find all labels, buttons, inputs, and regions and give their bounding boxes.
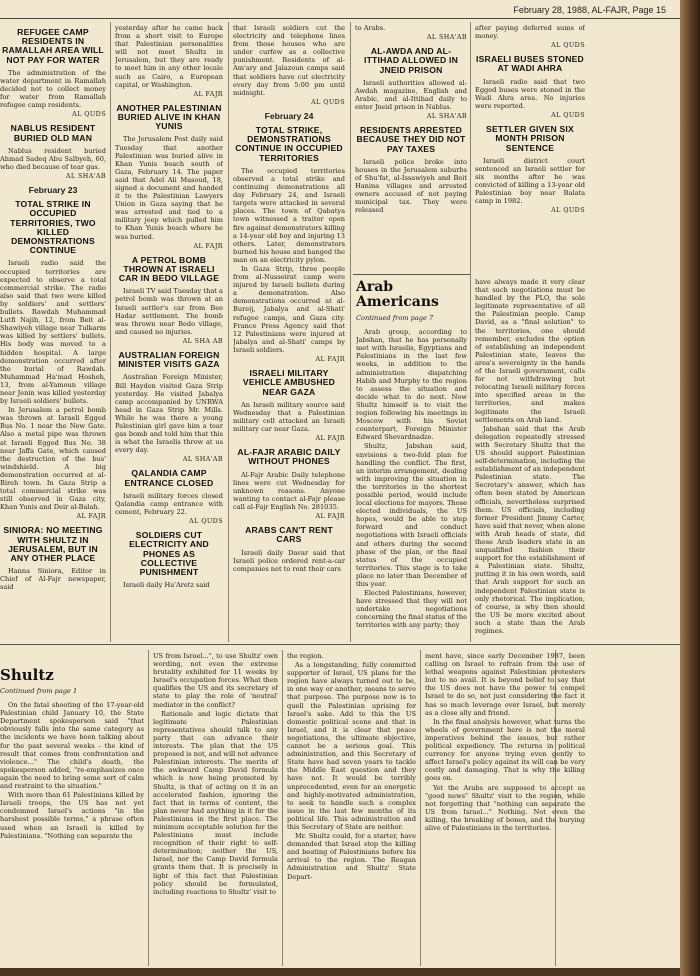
article-text: Mr. Shultz could, for a starter, have demanded that Israel stop the killing and beating of Palestinians before his arrival to the region. The Reagan Administration and Shultz' State Depart- — [287, 832, 416, 881]
article-text: An Israeli military source said Wednesday that a Palestinian military cell attacked an Israeli military car near Gaza. — [233, 400, 345, 433]
article-text: the region. — [287, 652, 324, 660]
column-rule — [110, 22, 111, 642]
section-rule — [0, 644, 680, 645]
article-text: yesterday after he came back from a short visit to Europe that Palestinian personalities will not meet Shultz in Jerusalem, but they are ready to meet him in any other locale such as Cairo, a European capital, or Washington. — [115, 24, 223, 89]
source-credit: AL FAJR — [315, 434, 345, 443]
article-text: Israeli radio said the occupied territories are expected to observe a total commercial strike. The radio also said that two were killed by soldiers' and settlers' bullets. Rawdah Muhammad Lutfi Najib, 12, from Beit al-Shawiyeh village near Tulkarm was killed by settlers' bullets. His body was moved to a hidden hospital. A large demonstration occurred after the burial of Rawdah. Muhammad Ha'mad Hosheh, 13, from al-Yamoun village near Jenin was killed yesterday by Israeli soldiers' bullets. — [0, 259, 106, 406]
article-text: Israeli TV said Tuesday that a petrol bomb was thrown at an Israeli settler's car from Bee Hadar settlement. The bomb was thrown near Bedo village, and caused no injuries. — [115, 287, 223, 336]
headline-al-awda: AL-AWDA AND AL-ITTIHAD ALLOWED IN JNEID PRISON — [364, 46, 458, 75]
page-header: February 28, 1988, AL-FAJR, Page 15 — [513, 5, 666, 15]
shultz-column-3 — [287, 652, 416, 966]
article-text: The Jerusalem Post daily said Tuesday that another Palestinian was buried alive in Khan Yunis beach south of Gaza, February 14. The paper said that Adel Ali Masoud, 18, signed a document and handed it to the Palestinian Lawyers Union in Gaza saying that he was arrested and tied to a military jeep which pulled him to Khan Yunis beach where he was buried. — [115, 135, 223, 241]
arab-americans-article — [356, 280, 467, 642]
headline-electricity: SOLDIERS CUT ELECTRICITY AND PHONES AS COLLECTIVE PUNISHMENT — [129, 530, 209, 578]
article-text: Rationale and logic dictate that legitimate Palestinian representatives should talk to any party that can advance their interests. The plan that the US proposed is not, and will not advance Palestinian interests. The merits of the awkward Camp David formula which is now being promoted by Shultz, is that of acting on it in an accelerated fashion, ignoring the fact that in terms of content, the plan never had anything in it for the Palestinians in the first place. The minimum acceptable solution for the Palestinians must include recognition of their right to self-determination; neither the US, Israel, nor the Camp David formula grants them that. It is precisely in light of this fact that Palestinian policy should be formulated, including reactions to Shultz' visit to — [153, 709, 278, 896]
article-text: Hanna Siniora, Editor in Chief of Al-Fajr newspaper, said — [0, 567, 106, 592]
headline-total-strike: TOTAL STRIKE IN OCCUPIED TERRITORIES, TWO KILLED DEMONSTRATIONS CONTINUE — [10, 199, 96, 256]
article-text: US from Israel...", to use Shultz' own wording, not even the extreme brutality exhibited for 11 weeks by Israel's occupation forces. What then qualifies the US and its secretary of state to play the role of 'neutral' mediator in the conflict? — [153, 652, 278, 709]
article-text: As a longstanding, fully committed supporter of Israel, US plans for the region have always turned out to be, in one way or another, means to serve that purpose. The purpose now is to quell the Palestinian uprising for Israel's sake. Add to this the US domestic political scene and that in Israel, and it is clear that peace negotiations, the ultimate objective, cannot be a serious goal. This administration, and this Secretary of State have had seven years to tackle the Middle East question and they have not. It would be terribly unprecedented, even for an energetic and highly-motivated administration, to seek to handle such a complex issue in the last few months of its political life. This administration and this Secretary of State are neither. — [287, 661, 416, 831]
headline-military-vehicle: ISRAELI MILITARY VEHICLE AMBUSHED NEAR GAZA — [242, 368, 336, 397]
column-2 — [115, 24, 223, 642]
article-text: The occupied territories observed a total strike and continuing demonstrations all day February 24, and Israeli targets were attacked in several places. The town of Qabatya town witnessed a traitor open fire against demonstrators killing a 14-year old boy and injuring 13 others. Later, demonstrators burned his house and hanged the man on an electricity pylon. — [233, 166, 345, 264]
article-text: Arab group, according to Jabshan, that he has personally met with Israelis, Egyptians and Palestinians in the last few weeks, in addition to the administration dispatching Habib and Murphy to the region to assess the situation and decide what to do next. Now Shultz himself is to visit the region following his meetings in Moscow with his Soviet counterpart, Foreign Minister Edward Shevardnadze. — [356, 328, 467, 442]
article-text: Yet the Arabs are supposed to accept as "good news" Shultz' visit to the region, while not forgetting that "nothing can separate the US from Israel..." Nothing. Not even the killing, the breaking of bones, and the burying alive of Palestinians in the territories. — [425, 783, 585, 832]
headline-qalandia: QALANDIA CAMP ENTRANCE CLOSED — [124, 468, 214, 488]
article-text: With more than 61 Palestinians killed by Israeli troops, the US has not yet condemned Israel's actions "in the harshest possible terms," a phrase often used when an Israeli is killed by Palestinians. "Nothing can separate the — [0, 791, 144, 840]
source-credit: AL QUDS — [551, 111, 585, 120]
headline-australian-minister: AUSTRALIAN FOREIGN MINISTER VISITS GAZA — [118, 350, 220, 370]
article-text: Israeli daily Ha'Aretz said — [123, 581, 210, 590]
headline-nablus-resident: NABLUS RESIDENT BURIED OLD MAN — [10, 123, 96, 143]
dateline: February 23 — [28, 185, 78, 196]
column-1 — [0, 24, 106, 642]
article-text: In Gaza Strip, three people from al-Nusseirat camp were injured by Israeli bullets during a demonstration. Also demonstrations occurred at al-Bureij, Jabalya and al-Shati' refugee camps, and Gaza city. France Press Agency said that 12 Palestinians were injured at Jabalya and al-Shati' camps by Israeli soldiers. — [233, 264, 345, 354]
column-5 — [475, 24, 585, 274]
source-credit: AL QUDS — [311, 97, 345, 106]
header-rule — [0, 18, 680, 19]
article-text: On the fatal shooting of the 17-year-old Palestinian child January 10, the State Department spokesperson said "that obviously falls into the same category as the incidents we have been talking about for the past several weeks - the kind of result that comes from confrontation and violence..." The child's death, the spokesperson added, "re-emphasizes once again the need to bring some sort of calm and restraint to the situation." — [0, 701, 144, 791]
shultz-column-4 — [425, 652, 585, 966]
article-text: Jabshan said that the Arab delegation repeatedly stressed with Secretary Shultz that the US should support Palestinian self-determination, including the establishment of an independent Palestinian state. The Secretary's answer, which has often been stated by American officials, nevertheless surprised them. US officials, including former President Jimmy Carter, have said that never, when alone with Arab heads of state, did these Arab leaders state in an unqualified fashion their support for the establishment of a Palestinian state. Shultz, putting it in his own words, said that Arab support for such an independent Palestinian state is only rhetorical. The implication, of course, is why then should the US be more excited about such a state than the Arab regimes. — [475, 424, 585, 636]
headline-siniora: SINIORA: NO MEETING WITH SHULTZ IN JERUSALEM, BUT IN ANY OTHER PLACE — [3, 525, 103, 564]
column-rule — [282, 650, 283, 966]
source-credit: AL SHA'AB — [182, 455, 223, 464]
dateline: February 24 — [264, 110, 314, 121]
shultz-article — [0, 652, 144, 966]
headline-settler-sentence: SETTLER GIVEN SIX MONTH PRISON SENTENCE — [486, 124, 574, 153]
shultz-column-2 — [153, 652, 278, 966]
headline-refugee-water: REFUGEE CAMP RESIDENTS IN RAMALLAH AREA WILL NOT PAY FOR WATER — [2, 27, 104, 65]
source-credit: AL FAJR — [315, 512, 345, 521]
article-text: Shultz, Jabshan said, envisions a two-fold plan for handling the conflict. The first, an interim arrangement, dealing with improving the situation in the territories in the shortest possible period, would include local elections for mayors. Those elected individuals, the US hopes, would be able to step forward and conduct negotiations with Israeli officials and others during the second phase of the plan, or the final status of the occupied territories. This stage is to take place no later than December of this year. — [356, 442, 467, 588]
article-text: after paying deferred sums of money. — [475, 24, 585, 41]
headline-buried-alive: ANOTHER PALESTINIAN BURIED ALIVE IN KHAN YUNIS — [116, 102, 222, 132]
article-text: In Jerusalem a petrol bomb was thrown at Israeli Egged Bus No. 1 near the New Gate. Also a metal pipe was thrown at Israeli Egged Bus No. 38 near Jaffa Gate, which caused the destruction of the bus' windshield. A big demonstration occurred at al-Bireh town. In Gaza Strip a total commercial strike was still observed in Gaza city, Khan Yunis and Deir al-Balah. — [0, 406, 106, 512]
article-text: Israeli authorities allowed al-Awdah magazine, English and Arabic, and al-Ittihad daily to enter Jneid prison in Nablus. — [355, 78, 467, 112]
article-text: ment have, since early December 1987, been calling on Israel to refrain from the use of lethal weapons against Palestinian protesters but to no avail. It is beyond belief to say that the US does not have the power to compel Israel to do so, not just considering the fact it has so much leverage over Israel, but merely as a close ally and friend. — [425, 652, 585, 717]
article-text: Israeli radio said that two Egged buses were stoned in the Wadi Ahra area. No injuries were reported. — [475, 77, 585, 110]
headline-arab-americans: Arab Americans — [356, 280, 439, 310]
article-text: Elected Palestinians, however, have stressed that they will not undertake negotiations concerning the final status of the territories with any party; they — [356, 589, 467, 630]
article-text: Australian Foreign Minister, Bill Hayden visited Gaza Strip yesterday. He visited Jabalya camp accompanied by UNRWA head in Gaza Strip Mr. Mills. While he was there a young Palestinian girl gave him a tear gas bomb and told him that this is what the Israelis throw at us every day. — [115, 373, 223, 455]
article-text: have always made it very clear that such negotiations must be handled by the PLO, the sole legitimate representative of all the Palestinian people. Camp David, as a "final solution" to the territories, one should remember, excludes the option of establishing an independent Palestinian state, leaves the area's sovereignty in the hands of the Israeli government, calls for not withdrawing but relocating Israeli military forces into specified areas in the territories, and makes legitimate the Israeli settlements on Arab land. — [475, 278, 585, 424]
source-credit: AL QUDS — [72, 110, 106, 119]
column-rule — [470, 22, 471, 642]
column-rule — [228, 22, 229, 642]
column-rule — [350, 22, 351, 642]
article-text: The administration of the water department in Ramallah decided not to collect money for water from Ramallah refugee camp residents. — [0, 68, 106, 110]
continued-note: Continued from page 7 — [356, 314, 434, 322]
article-text: In the final analysis however, what turns the wheels of government here is not the moral imperatives behind the issues, but rather political expediency. The returns in political currency for anyone trying even gently to affect Israel's policy against its will can be very costly and damaging. That is why the killing goes on. — [425, 717, 585, 783]
source-credit: AL FAJR — [193, 89, 223, 98]
source-credit: AL FAJR — [193, 241, 223, 250]
headline-shultz: Shultz — [0, 666, 54, 684]
article-text: Israeli district court sentenced an Israeli settler for six months after he was convicted of killing a 13-year old Palestinian boy near Balata camp in 1982. — [475, 156, 585, 206]
source-credit: AL QUDS — [551, 41, 585, 50]
headline-petrol-bomb: A PETROL BOMB THROWN AT ISRAELI CAR IN BEDO VILLAGE — [118, 254, 220, 284]
source-credit: AL SHA'AB — [426, 112, 467, 121]
column-rule — [420, 650, 421, 966]
column-rule — [148, 650, 149, 966]
article-text: Nablus resident buried Ahmad Sadeq Abu Salbyeh, 60, who died because of tear gas. — [0, 146, 106, 171]
headline-al-fajr-phones: AL-FAJR ARABIC DAILY WITHOUT PHONES — [237, 447, 341, 467]
article-text: Israeli military forces closed Qalandia camp entrance with cement, February 22. — [115, 491, 223, 517]
headline-strike-continue: TOTAL STRIKE, DEMONSTRATIONS CONTINUE IN OCCUPIED TERRITORIES — [235, 125, 343, 163]
column-4 — [355, 24, 467, 272]
source-credit: AL SHA'AB — [426, 33, 467, 42]
headline-taxes: RESIDENTS ARRESTED BECAUSE THEY DID NOT PAY TAXES — [356, 125, 466, 154]
arab-americans-continued — [475, 278, 585, 642]
article-text: that Israeli soldiers cut the electricity and telephone lines from those houses who are under curfew as a collective punishment. Residents of al-Am'ary and Jalazoun camps said that soldiers have cut electricity every day from 5:00 pm until midnight. — [233, 24, 345, 97]
source-credit: AL FAJR — [76, 512, 106, 521]
headline-buses-stoned: ISRAELI BUSES STONED AT WADI AHRA — [476, 54, 584, 74]
source-credit: AL FAJR — [315, 355, 345, 363]
source-credit: AL SHA'AB — [65, 172, 106, 181]
headline-rent-cars: ARABS CAN'T RENT CARS — [245, 525, 333, 545]
source-credit: AL SHA AB — [182, 336, 223, 345]
book-spine — [680, 0, 700, 976]
article-text: to Arabs. — [355, 24, 386, 32]
source-credit: AL QUDS — [551, 206, 585, 215]
article-text: Israeli police broke into houses in the Jerusalem suburbs of Shu'fat, al-Issawiyeh and Beit Hanina villages and arrested owners accused of not paying municipal tax. They were released — [355, 157, 467, 215]
source-credit: AL QUDS — [189, 517, 223, 526]
column-3 — [233, 24, 345, 642]
page-bottom-shadow — [0, 968, 680, 976]
continued-note: Continued from page 1 — [0, 687, 78, 695]
box-rule — [353, 274, 470, 275]
article-text: Al-Fajr Arabic Daily telephone lines were cut Wednesday for unknown reasons. Anyone wanting to contact al-Fajr please call al-Fajr English No. 281035. — [233, 470, 345, 511]
article-text: Israeli daily Davar said that Israeli police ordered rent-a-car companies not to rent their cars — [233, 548, 345, 573]
